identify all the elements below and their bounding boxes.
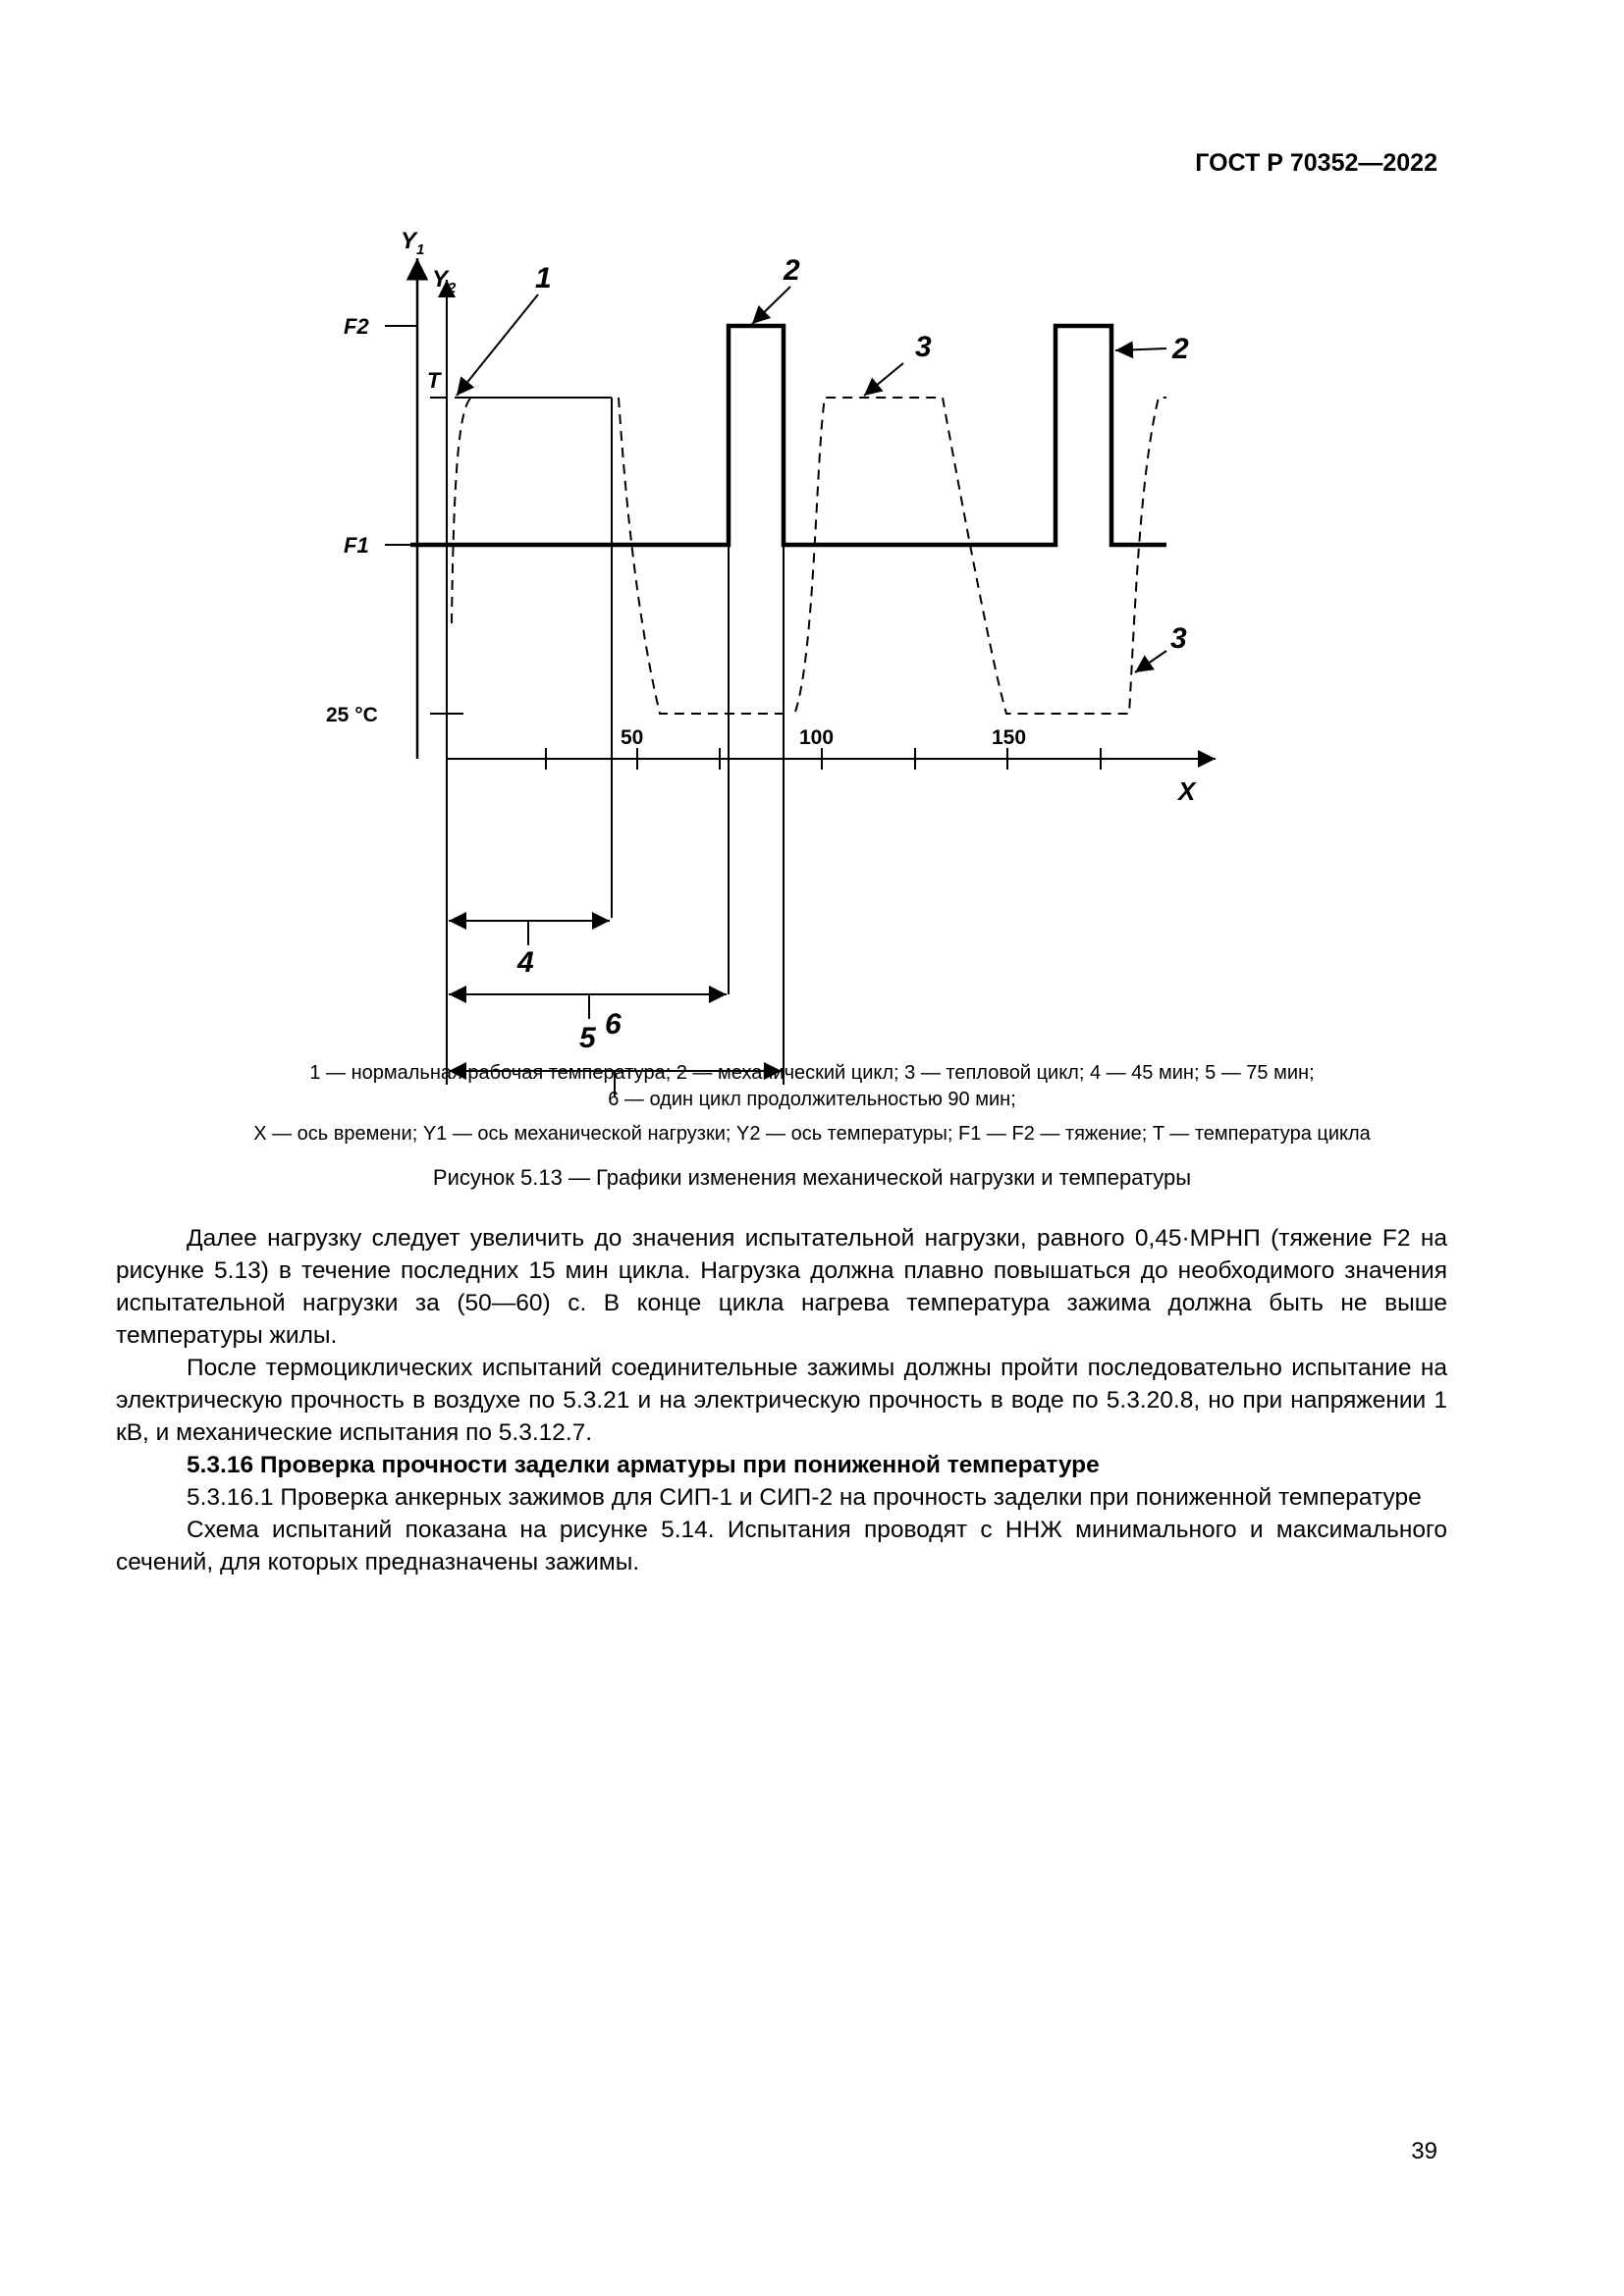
paragraph-1: Далее нагрузку следует увеличить до значения испытательной нагрузки, равного 0,45·МРНП (тяжение F2 на рисунке 5.13) в течение последних 15 мин цикла. Нагрузка должна плавно повышаться до необходимого значения испытательной нагрузки за (50—60) с. В конце цикла нагрева температура зажима должна быть не выше температуры жилы. bbox=[116, 1225, 1447, 1349]
body-text bbox=[116, 1222, 1447, 1578]
document-header: ГОСТ Р 70352—2022 bbox=[1195, 149, 1437, 177]
callout-2-leader-b bbox=[1115, 348, 1166, 350]
callout-3-leader-b bbox=[1135, 651, 1166, 672]
x-tick-label-150: 150 bbox=[992, 726, 1027, 749]
page-number: 39 bbox=[1411, 2138, 1437, 2164]
y2-axis-label: $Y_2$ bbox=[432, 266, 457, 296]
callout-2-leader-a bbox=[752, 287, 790, 324]
chart-svg bbox=[314, 221, 1276, 1054]
tick-label-f1: F1 bbox=[344, 533, 369, 558]
x-tick-label-50: 50 bbox=[621, 726, 644, 749]
callout-label-2b: 2 bbox=[1172, 333, 1189, 365]
dimension-label-5: 5 bbox=[579, 1022, 596, 1054]
tick-label-t: T bbox=[427, 368, 441, 393]
callout-1-leader bbox=[457, 294, 538, 396]
dimension-label-4: 4 bbox=[517, 946, 534, 979]
paragraph-scheme: Схема испытаний показана на рисунке 5.14. Испытания проводят с ННЖ минимального и максимального сечений, для которых предназначены зажимы. bbox=[116, 1517, 1447, 1575]
tick-label-f2: F2 bbox=[344, 314, 369, 339]
x-tick-label-100: 100 bbox=[799, 726, 835, 749]
callout-3-leader-a bbox=[864, 363, 903, 396]
callout-label-3b: 3 bbox=[1170, 622, 1187, 655]
figure-caption: Рисунок 5.13 — Графики изменения механической нагрузки и температуры bbox=[432, 1165, 1192, 1190]
thermal-cycle-curve bbox=[452, 398, 1166, 714]
mechanical-cycle-line bbox=[410, 326, 1166, 545]
figure-legend-line-3: X — ось времени; Y1 — ось механической нагрузки; Y2 — ось температуры; F1 — F2 — тяжение; T — температура цикла bbox=[253, 1123, 1371, 1145]
tick-label-25c: 25 °C bbox=[326, 704, 378, 726]
callout-label-1: 1 bbox=[535, 262, 552, 294]
section-heading-5-3-16: 5.3.16 Проверка прочности заделки арматуры при пониженной температуре bbox=[187, 1452, 1100, 1478]
figure-5-13 bbox=[314, 221, 1276, 1054]
callout-label-2a: 2 bbox=[784, 254, 800, 287]
dimension-label-6: 6 bbox=[605, 1008, 622, 1041]
y1-axis-label: $Y_1$ bbox=[401, 228, 425, 258]
paragraph-5-3-16-1: 5.3.16.1 Проверка анкерных зажимов для СИП-1 и СИП-2 на прочность заделки при пониженной температуре bbox=[187, 1484, 1422, 1511]
figure-legend-line-2: 6 — один цикл продолжительностью 90 мин; bbox=[608, 1089, 1016, 1110]
callout-label-3a: 3 bbox=[915, 331, 932, 363]
paragraph-2: После термоциклических испытаний соединительные зажимы должны пройти последовательно испытание на электрическую прочность в воздухе по 5.3.21 и на электрическую прочность в воде по 5.3.20.8, но при напряжении 1 кВ, и механические испытания по 5.3.12.7. bbox=[116, 1355, 1447, 1446]
figure-legend-line-1: 1 — нормальная рабочая температура; 2 — механический цикл; 3 — тепловой цикл; 4 — 45 мин; 5 — 75 мин; bbox=[309, 1062, 1315, 1084]
x-axis-label: X bbox=[1178, 776, 1196, 806]
